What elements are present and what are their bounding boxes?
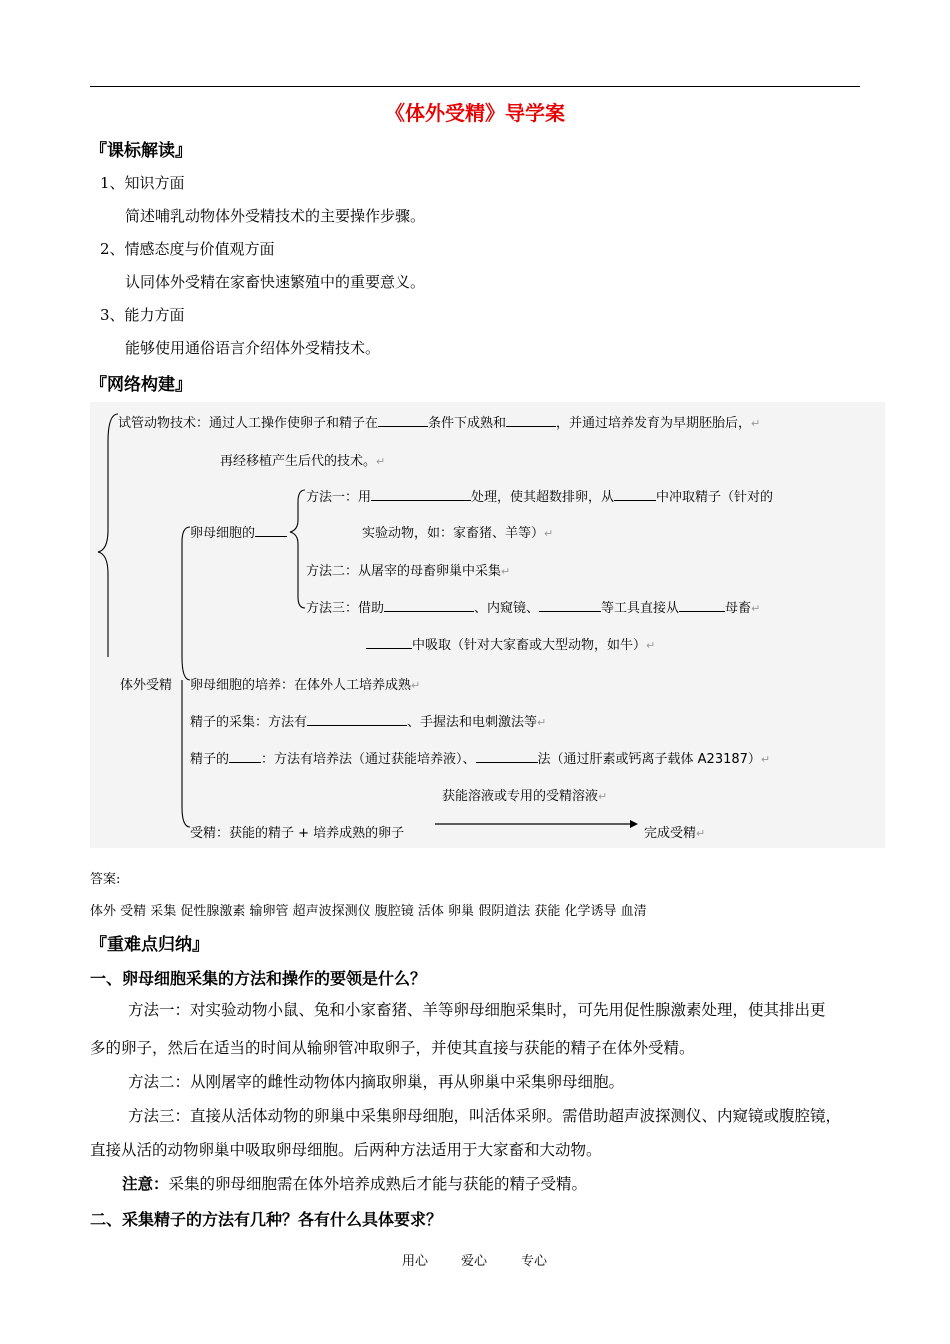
blank: [539, 599, 601, 612]
blank: [679, 599, 725, 612]
footer-word-3: 专心: [521, 1254, 548, 1269]
method3-para-line1: 方法三：直接从活体动物的卵巢中采集卵母细胞，叫活体采卵。需借助超声波探测仪、内窥镜或腹腔镜，: [128, 1107, 842, 1125]
method2: 方法二：从屠宰的母畜卵巢中采集↵: [306, 564, 511, 579]
section-heading-key-points: 『重难点归纳』: [90, 935, 209, 955]
definition-line2: 再经移植产生后代的技术。↵: [220, 454, 386, 469]
method1-line2: 实验动物，如：家畜猪、羊等）↵: [362, 526, 554, 541]
definition-line1: 试管动物技术：通过人工操作使卵子和精子在 条件下成熟和 ，并通过培养发育为早期胚胎后，↵: [118, 416, 761, 431]
diagram-root: 体外受精: [120, 678, 173, 693]
section-heading-standards: 『课标解读』: [90, 141, 192, 161]
item-label-knowledge: 1、知识方面: [100, 174, 185, 192]
question-2: 二、采集精子的方法有几种？各有什么具体要求？: [90, 1210, 443, 1229]
footer-word-1: 用心: [402, 1254, 429, 1269]
method1-para-line1: 方法一：对实验动物小鼠、兔和小家畜猪、羊等卵母细胞采集时，可先用促性腺激素处理，使其排出更: [128, 1001, 826, 1019]
blank: [229, 750, 261, 763]
page-title: 《体外受精》导学案: [385, 101, 565, 125]
item-text-ability: 能够使用通俗语言介绍体外受精技术。: [125, 339, 381, 357]
blank: [384, 599, 474, 612]
answer-list: 体外 受精 采集 促性腺激素 输卵管 超声波探测仪 腹腔镜 活体 卵巢 假阴道法 获能 化学诱导 血清: [90, 904, 647, 919]
method1-para-line2: 多的卵子，然后在适当的时间从输卵管冲取卵子，并使其直接与获能的精子在体外受精。: [90, 1039, 695, 1057]
oocyte-collection-label: 卵母细胞的: [190, 522, 287, 541]
sperm-capacitation: 精子的 ：方法有培养法（通过获能培养液）、 法（通过肝素或钙离子载体 A23187）↵: [190, 752, 771, 767]
item-label-ability: 3、能力方面: [100, 306, 185, 324]
note-para: [122, 1172, 587, 1194]
item-text-knowledge: 简述哺乳动物体外受精技术的主要操作步骤。: [125, 207, 426, 225]
blank: [366, 636, 412, 649]
capacitation-solution: 获能溶液或专用的受精溶液↵: [442, 789, 608, 804]
note-text: 采集的卵母细胞需在体外培养成熟后才能与获能的精子受精。: [168, 1175, 588, 1193]
method3-line1: 方法三：借助 、内窥镜、 等工具直接从 母畜↵: [306, 601, 761, 616]
blank: [614, 488, 656, 501]
oocyte-culture: 卵母细胞的培养：在体外人工培养成熟↵: [190, 678, 421, 693]
blank: [476, 750, 538, 763]
note-label: 注意：: [122, 1174, 169, 1193]
method3-para-line2: 直接从活的动物卵巢中吸取卵母细胞。后两种方法适用于大家畜和大动物。: [90, 1141, 602, 1159]
item-text-attitude: 认同体外受精在家畜快速繁殖中的重要意义。: [125, 273, 426, 291]
method1-line1: 方法一：用 处理，使其超数排卵，从 中冲取精子（针对的: [306, 490, 774, 505]
question-1: 一、卵母细胞采集的方法和操作的要领是什么？: [90, 969, 427, 988]
blank: [307, 713, 407, 726]
sperm-collection: 精子的采集：方法有 、手握法和电刺激法等↵: [190, 715, 547, 730]
concept-diagram: [90, 402, 885, 848]
fertilization-step: 受精：获能的精子 + 培养成熟的卵子: [190, 826, 405, 841]
footer-word-2: 爱心: [461, 1254, 488, 1269]
blank: [506, 414, 556, 427]
blank: [378, 414, 428, 427]
answer-label: 答案:: [90, 872, 121, 887]
method3-line2: 中吸取（针对大家畜或大型动物，如牛）↵: [366, 634, 655, 653]
header-rule: [90, 86, 860, 87]
blank: [371, 488, 471, 501]
section-heading-network: 『网络构建』: [90, 375, 192, 395]
diagram-brackets: [90, 402, 885, 848]
item-label-attitude: 2、情感态度与价值观方面: [100, 240, 275, 258]
method2-para: 方法二：从刚屠宰的雌性动物体内摘取卵巢，再从卵巢中采集卵母细胞。: [128, 1073, 625, 1091]
blank: [255, 524, 287, 537]
fertilization-result: 完成受精↵: [644, 826, 706, 841]
